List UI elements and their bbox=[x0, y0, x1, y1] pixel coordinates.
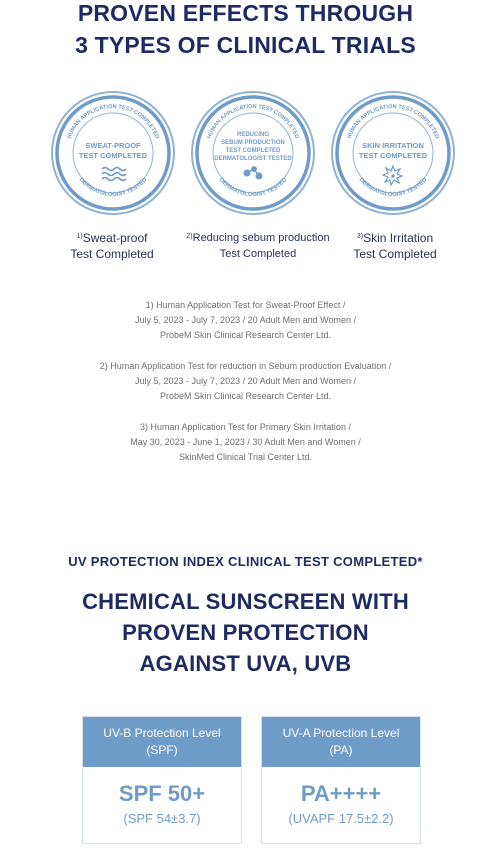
badge-caption-skin-irritation bbox=[310, 230, 480, 262]
badge-bottom-arc-text: DERMATOLOGIST TESTED bbox=[77, 176, 149, 199]
card-header-line: UV-A Protection Level bbox=[282, 726, 400, 740]
footnote-line: ProbeM Skin Clinical Research Center Ltd. bbox=[159, 330, 332, 340]
card-main-value: PA++++ bbox=[300, 781, 382, 806]
caption-line: Skin Irritation bbox=[363, 231, 434, 245]
card-header-line: (PA) bbox=[329, 743, 353, 757]
footnote-line: SkinMed Clinical Trial Center Ltd. bbox=[178, 452, 313, 462]
caption-line: Sweat-proof bbox=[82, 231, 148, 245]
badge-bottom-arc-text: DERMATOLOGIST TESTED bbox=[357, 176, 429, 199]
badge-top-arc-text: HUMAN APPLICATION TEST COMPLETED bbox=[206, 103, 300, 140]
footnote-line: 2) Human Application Test for reduction in Sebum production Evaluation / bbox=[99, 361, 392, 371]
badge-center-line: TEST COMPLETED bbox=[78, 151, 148, 160]
caption-line: Reducing sebum production bbox=[192, 232, 330, 244]
page-title-line-1: PROVEN EFFECTS THROUGH bbox=[77, 0, 414, 26]
caption-line: Test Completed bbox=[219, 248, 297, 260]
footnote-2 bbox=[0, 359, 491, 404]
footnote-line: May 30, 2023 - June 1, 2023 / 30 Adult Men and Women / bbox=[130, 437, 361, 447]
sweat-proof-badge bbox=[50, 90, 176, 216]
card-header bbox=[83, 717, 241, 767]
footnote-line: 1) Human Application Test for Sweat-Proof Effect / bbox=[145, 300, 346, 310]
skin-irritation-badge bbox=[330, 90, 456, 216]
badge-center-line: REDUCING bbox=[236, 132, 270, 138]
caption-superscript: 3) bbox=[356, 233, 364, 240]
badge-center-line: TEST COMPLETED bbox=[225, 148, 281, 154]
caption-superscript: 2) bbox=[186, 233, 193, 240]
uvb-protection-card bbox=[82, 716, 242, 844]
card-header-line: (SPF) bbox=[146, 743, 178, 757]
footnote-line: July 5, 2023 - July 7, 2023 / 20 Adult Men and Women / bbox=[135, 376, 356, 386]
badge-row bbox=[0, 90, 491, 220]
page-title-line-2: 3 TYPES OF CLINICAL TRIALS bbox=[75, 32, 416, 58]
irritation-burst-icon bbox=[383, 166, 402, 185]
badge-bottom-arc-text: DERMATOLOGIST TESTED bbox=[217, 176, 289, 199]
sebum-reduction-badge bbox=[190, 90, 316, 216]
caption-superscript: 1) bbox=[76, 233, 83, 240]
badge-center-line: SKIN IRRITATION bbox=[362, 141, 424, 150]
card-sub-value: (SPF 54±3.7) bbox=[123, 811, 201, 826]
footnote-line: 3) Human Application Test for Primary Skin Irritation / bbox=[140, 422, 351, 432]
card-main-value: SPF 50+ bbox=[118, 781, 206, 806]
footnote-3 bbox=[0, 420, 491, 465]
card-header bbox=[262, 717, 420, 767]
footnote-line: July 5, 2023 - July 7, 2023 / 20 Adult Men and Women / bbox=[135, 315, 356, 325]
footnote-line: ProbeM Skin Clinical Research Center Ltd. bbox=[159, 391, 332, 401]
badge-top-arc-text: HUMAN APPLICATION TEST COMPLETED bbox=[66, 103, 160, 140]
badge-center-line: DERMATOLOGIST TESTED bbox=[214, 156, 292, 162]
badge-center-line: TEST COMPLETED bbox=[358, 151, 428, 160]
badge-caption-sweat-proof bbox=[27, 230, 197, 262]
uv-section-subheading: UV PROTECTION INDEX CLINICAL TEST COMPLETED* bbox=[68, 554, 423, 569]
card-sub-value: (UVAPF 17.5±2.2) bbox=[288, 811, 394, 826]
card-header-line: UV-B Protection Level bbox=[103, 726, 221, 740]
badge-center-line: SWEAT-PROOF bbox=[85, 141, 141, 150]
uv-title-line-3: AGAINST UVA, UVB bbox=[139, 651, 352, 676]
badge-top-arc-text: HUMAN APPLICATION TEST COMPLETED bbox=[346, 103, 440, 140]
footnote-1 bbox=[0, 298, 491, 343]
badge-center-line: SEBUM PRODUCTION bbox=[221, 140, 285, 146]
uv-title-line-1: CHEMICAL SUNSCREEN WITH bbox=[82, 589, 409, 614]
caption-line: Test Completed bbox=[70, 247, 154, 261]
caption-line: Test Completed bbox=[353, 247, 437, 261]
uva-protection-card bbox=[261, 716, 421, 844]
uv-title-line-2: PROVEN PROTECTION bbox=[122, 620, 369, 645]
